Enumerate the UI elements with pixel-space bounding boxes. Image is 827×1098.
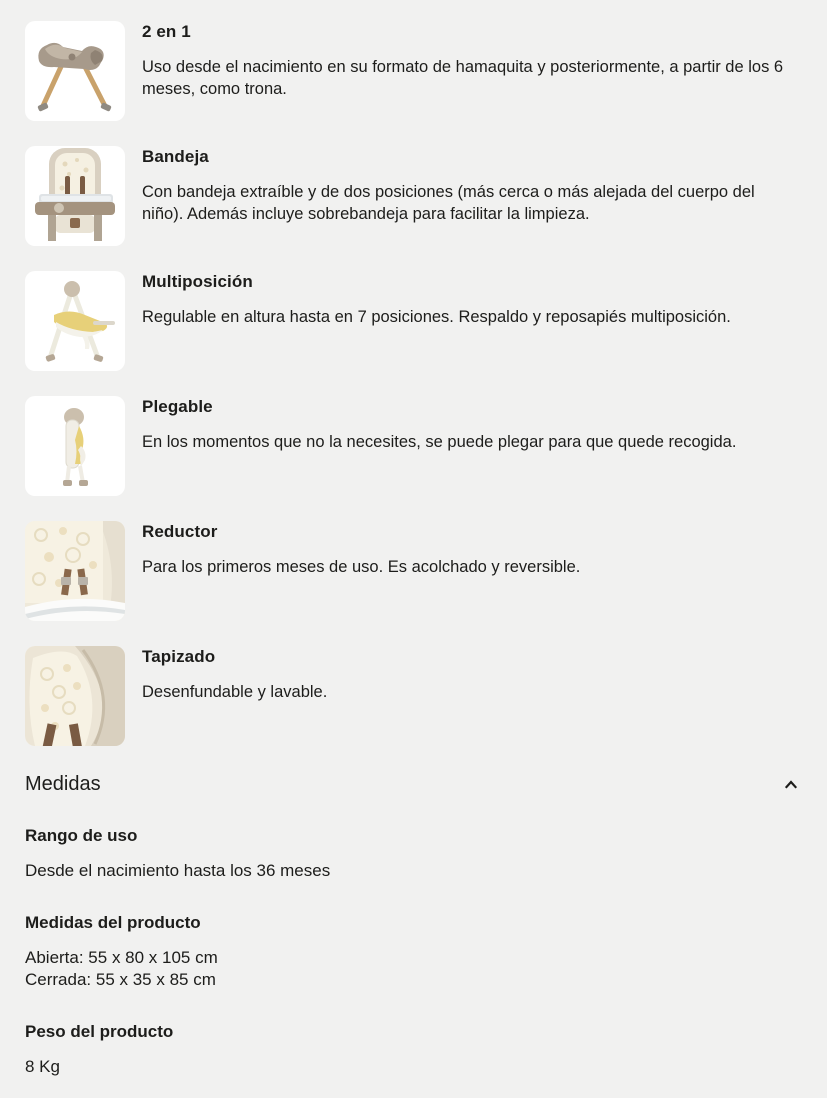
feature-description: Para los primeros meses de uso. Es acolchado y reversible. [142, 558, 581, 576]
feature-text [142, 271, 731, 371]
spec-value: 8 Kg [25, 1057, 60, 1076]
feature-description: Con bandeja extraíble y de dos posiciones (más cerca o más alejada del cuerpo del niño). Además incluye sobrebandeja para facilitar la limpieza. [142, 183, 755, 223]
upholstery-image [25, 646, 125, 746]
feature-text [142, 396, 736, 496]
spec-label: Medidas del producto [25, 913, 201, 932]
spec-group-medidas-producto [25, 913, 802, 991]
spec-value: Cerrada: 55 x 35 x 85 cm [25, 970, 216, 989]
feature-description: En los momentos que no la necesites, se puede plegar para que quede recogida. [142, 433, 737, 451]
feature-title: Bandeja [142, 147, 209, 166]
folded-highchair-image [25, 396, 125, 496]
highchair-tray-image [25, 146, 125, 246]
thumbnail-tapizado [25, 646, 125, 746]
medidas-accordion-body [25, 798, 802, 1078]
feature-title: Tapizado [142, 647, 216, 666]
spec-label: Rango de uso [25, 826, 138, 845]
feature-title: Plegable [142, 397, 213, 416]
feature-description: Regulable en altura hasta en 7 posiciones. Respaldo y reposapiés multiposición. [142, 308, 731, 326]
feature-title: Multiposición [142, 272, 253, 291]
highchair-side-image [25, 271, 125, 371]
feature-description: Uso desde el nacimiento en su formato de hamaquita y posteriormente, a partir de los 6 meses, como trona. [142, 58, 784, 98]
feature-text [142, 646, 327, 746]
thumbnail-plegable [25, 396, 125, 496]
spec-group-rango-de-uso [25, 826, 802, 882]
reducer-cushion-image [25, 521, 125, 621]
feature-title: Reductor [142, 522, 218, 541]
medidas-title: Medidas [25, 773, 101, 795]
feature-text [142, 21, 792, 121]
feature-row [25, 396, 802, 496]
feature-text [142, 521, 580, 621]
spec-group-peso-producto [25, 1022, 802, 1078]
spec-label: Peso del producto [25, 1022, 174, 1041]
thumbnail-bandeja [25, 146, 125, 246]
medidas-accordion [25, 771, 802, 1078]
thumbnail-reductor [25, 521, 125, 621]
feature-row [25, 21, 802, 121]
feature-description: Desenfundable y lavable. [142, 683, 328, 701]
thumbnail-2-en-1 [25, 21, 125, 121]
feature-text [142, 146, 792, 246]
chevron-up-icon [783, 777, 799, 793]
spec-value: Abierta: 55 x 80 x 105 cm [25, 948, 218, 967]
feature-row [25, 521, 802, 621]
feature-row [25, 646, 802, 746]
reclined-bouncer-image [25, 21, 125, 121]
feature-title: 2 en 1 [142, 22, 191, 41]
feature-row [25, 271, 802, 371]
medidas-accordion-header[interactable] [25, 771, 802, 798]
thumbnail-multiposicion [25, 271, 125, 371]
spec-value: Desde el nacimiento hasta los 36 meses [25, 861, 331, 880]
feature-row [25, 146, 802, 246]
